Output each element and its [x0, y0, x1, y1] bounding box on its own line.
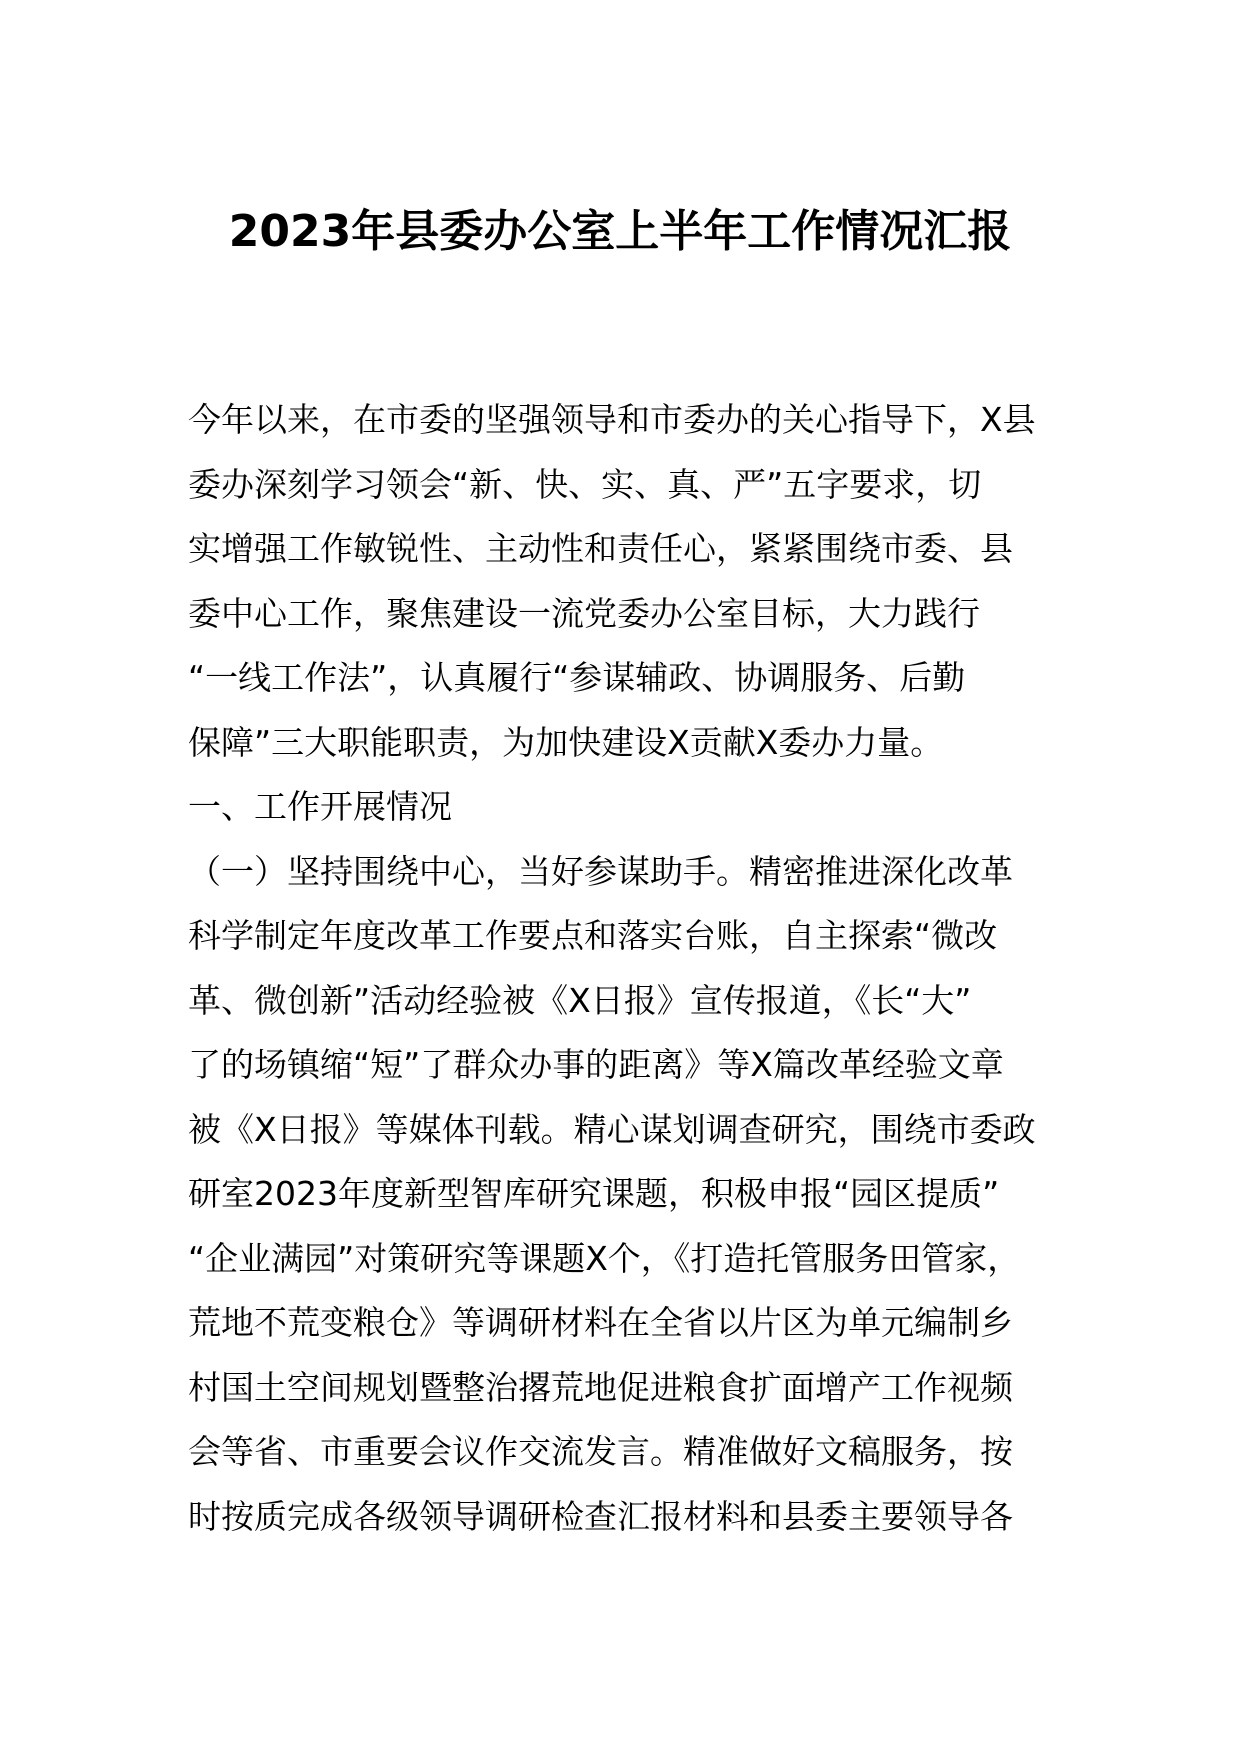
body-line: 了的场镇缩“短”了群众办事的距离》等X篇改革经验文章 — [188, 1045, 1004, 1084]
body-line: “一线工作法”，认真履行“参谋辅政、协调服务、后勤 — [188, 658, 966, 697]
body-line: 研室2023年度新型智库研究课题，积极申报“园区提质” — [188, 1174, 1000, 1213]
body-line: “企业满园”对策研究等课题X个，《打造托管服务田管家， — [188, 1238, 1021, 1278]
body-line: 革、微创新”活动经验被《X日报》宣传报道，《长“大” — [188, 980, 972, 1020]
body-line: （一）坚持围绕中心，当好参谋助手。精密推进深化改革 — [188, 851, 1013, 891]
body-line: 科学制定年度改革工作要点和落实台账，自主探索“微改 — [188, 916, 998, 955]
body-line: 荒地不荒变粮仓》等调研材料在全省以片区为单元编制乡 — [188, 1303, 1013, 1342]
body-line: 委中心工作，聚焦建设一流党委办公室目标，大力践行 — [188, 593, 980, 633]
body-line: 实增强工作敏锐性、主动性和责任心，紧紧围绕市委、县 — [188, 529, 1013, 568]
body-line: 委办深刻学习领会“新、快、实、真、严”五字要求，切 — [188, 464, 982, 504]
document-title: 2023年县委办公室上半年工作情况汇报 — [228, 206, 1012, 257]
body-line: 时按质完成各级领导调研检查汇报材料和县委主要领导各 — [188, 1496, 1013, 1536]
section-heading: 一、工作开展情况 — [188, 787, 452, 826]
body-line: 保障”三大职能职责，为加快建设X贡献X委办力量。 — [188, 722, 944, 762]
body-line: 村国土空间规划暨整治撂荒地促进粮食扩面增产工作视频 — [188, 1367, 1013, 1407]
body-line: 会等省、市重要会议作交流发言。精准做好文稿服务，按 — [188, 1432, 1013, 1471]
document-body — [188, 388, 1088, 1549]
body-line: 今年以来，在市委的坚强领导和市委办的关心指导下，X县 — [188, 400, 1036, 439]
body-line: 被《X日报》等媒体刊载。精心谋划调查研究，围绕市委政 — [188, 1109, 1036, 1149]
